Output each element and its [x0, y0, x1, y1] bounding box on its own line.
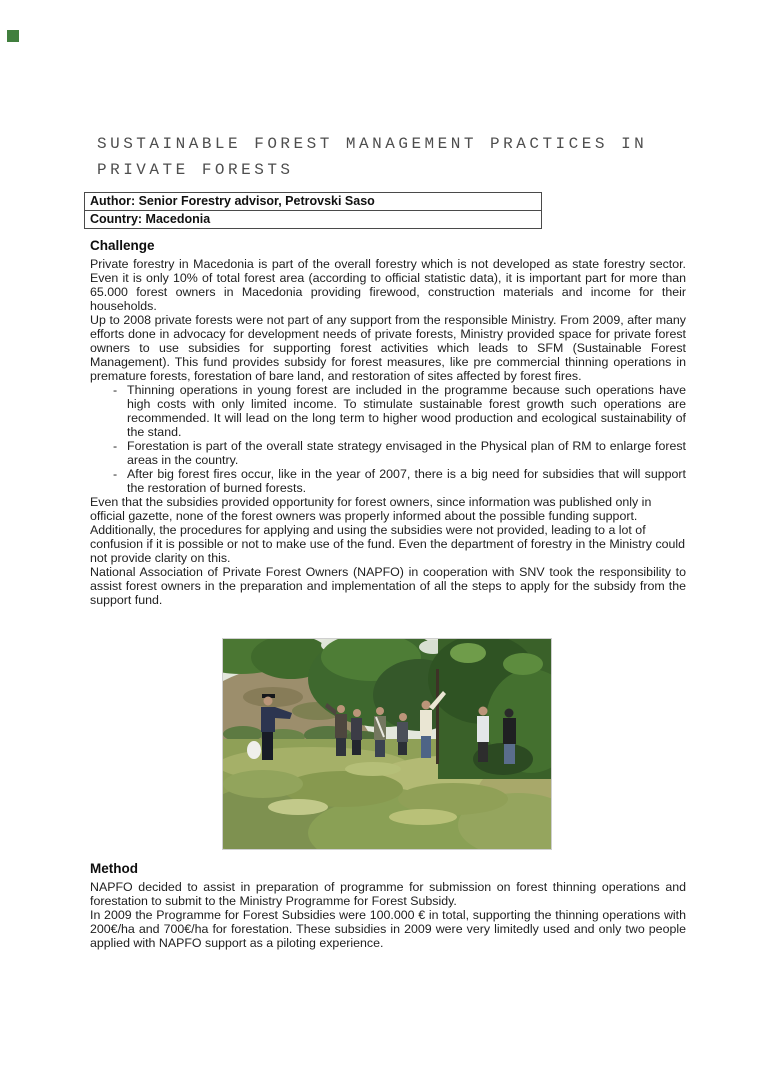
green-corner-marker	[7, 30, 19, 42]
challenge-paragraph-3: Even that the subsidies provided opportunity for forest owners, since information was published only in official gazette, none of the forest owners was properly informed about the possible funding support.	[90, 495, 652, 523]
challenge-paragraph-5: National Association of Private Forest Owners (NAPFO) in cooperation with SNV took the responsibility to assist forest owners in the preparation and implementation of all the steps to apply for the subsidy from the support fund.	[90, 565, 686, 607]
challenge-paragraph-1: Private forestry in Macedonia is part of the overall forestry which is not developed as state forestry sector. Even it is only 10% of total forest area (according to official statistic data), it is important part for more than 65.000 forest owners in Macedonia providing firewood, construction materials and income for their households.	[90, 257, 686, 313]
bullet-forest-fires: - After big forest fires occur, like in the year of 2007, there is a big need for subsidies that will support the restoration of burned forests.	[90, 467, 686, 495]
page-title	[97, 131, 717, 183]
challenge-bullet-list	[90, 383, 686, 495]
method-heading: Method	[90, 861, 138, 876]
bullet-thinning: - Thinning operations in young forest are included in the programme because such operations have high costs with only limited income. To stimulate sustainable forest growth such operations are recommended. It will lead on the long term to higher wood production and ecological sustainability of the stand.	[90, 383, 686, 439]
page-title-line-1: SUSTAINABLE FOREST MANAGEMENT PRACTICES IN	[97, 135, 648, 153]
method-section	[90, 861, 686, 950]
method-paragraph-1: NAPFO decided to assist in preparation of programme for submission on forest thinning operations and forestation to submit to the Ministry Programme for Forest Subsidy.	[90, 880, 686, 908]
author-row: Author: Senior Forestry advisor, Petrovski Saso	[90, 194, 375, 208]
field-visit-photo	[222, 638, 552, 850]
challenge-heading: Challenge	[90, 238, 155, 253]
challenge-paragraph-4: Additionally, the procedures for applying and using the subsidies were not provided, leading to a lot of confusion if it is possible or not to make use of the fund. Even the department of forestry in the Ministry could not provide clarity on this.	[90, 523, 686, 565]
bullet-forestation: - Forestation is part of the overall state strategy envisaged in the Physical plan of RM to enlarge forest areas in the country.	[90, 439, 686, 467]
challenge-section	[90, 238, 686, 607]
page-title-line-2: PRIVATE FORESTS	[97, 161, 294, 179]
method-paragraph-2: In 2009 the Programme for Forest Subsidies were 100.000 € in total, supporting the thinning operations with 200€/ha and 700€/ha for forestation. These subsidies in 2009 were very limitedly used and only two people applied with NAPFO support as a piloting experience.	[90, 908, 686, 950]
country-row: Country: Macedonia	[85, 210, 541, 228]
author-country-table	[84, 192, 542, 229]
field-visit-photo-graphic	[223, 639, 551, 849]
challenge-paragraph-2: Up to 2008 private forests were not part of any support from the responsible Ministry. From 2009, after many efforts done in advocacy for development needs of private forests, Ministry provided space for private forest owners to use subsidies for supporting forest activities which leads to SFM (Sustainable Forest Management). This fund provides subsidy for forest measures, like pre commercial thinning operations in premature forests, forestation of bare land, and restoration of sites affected by forest fires.	[90, 313, 686, 383]
